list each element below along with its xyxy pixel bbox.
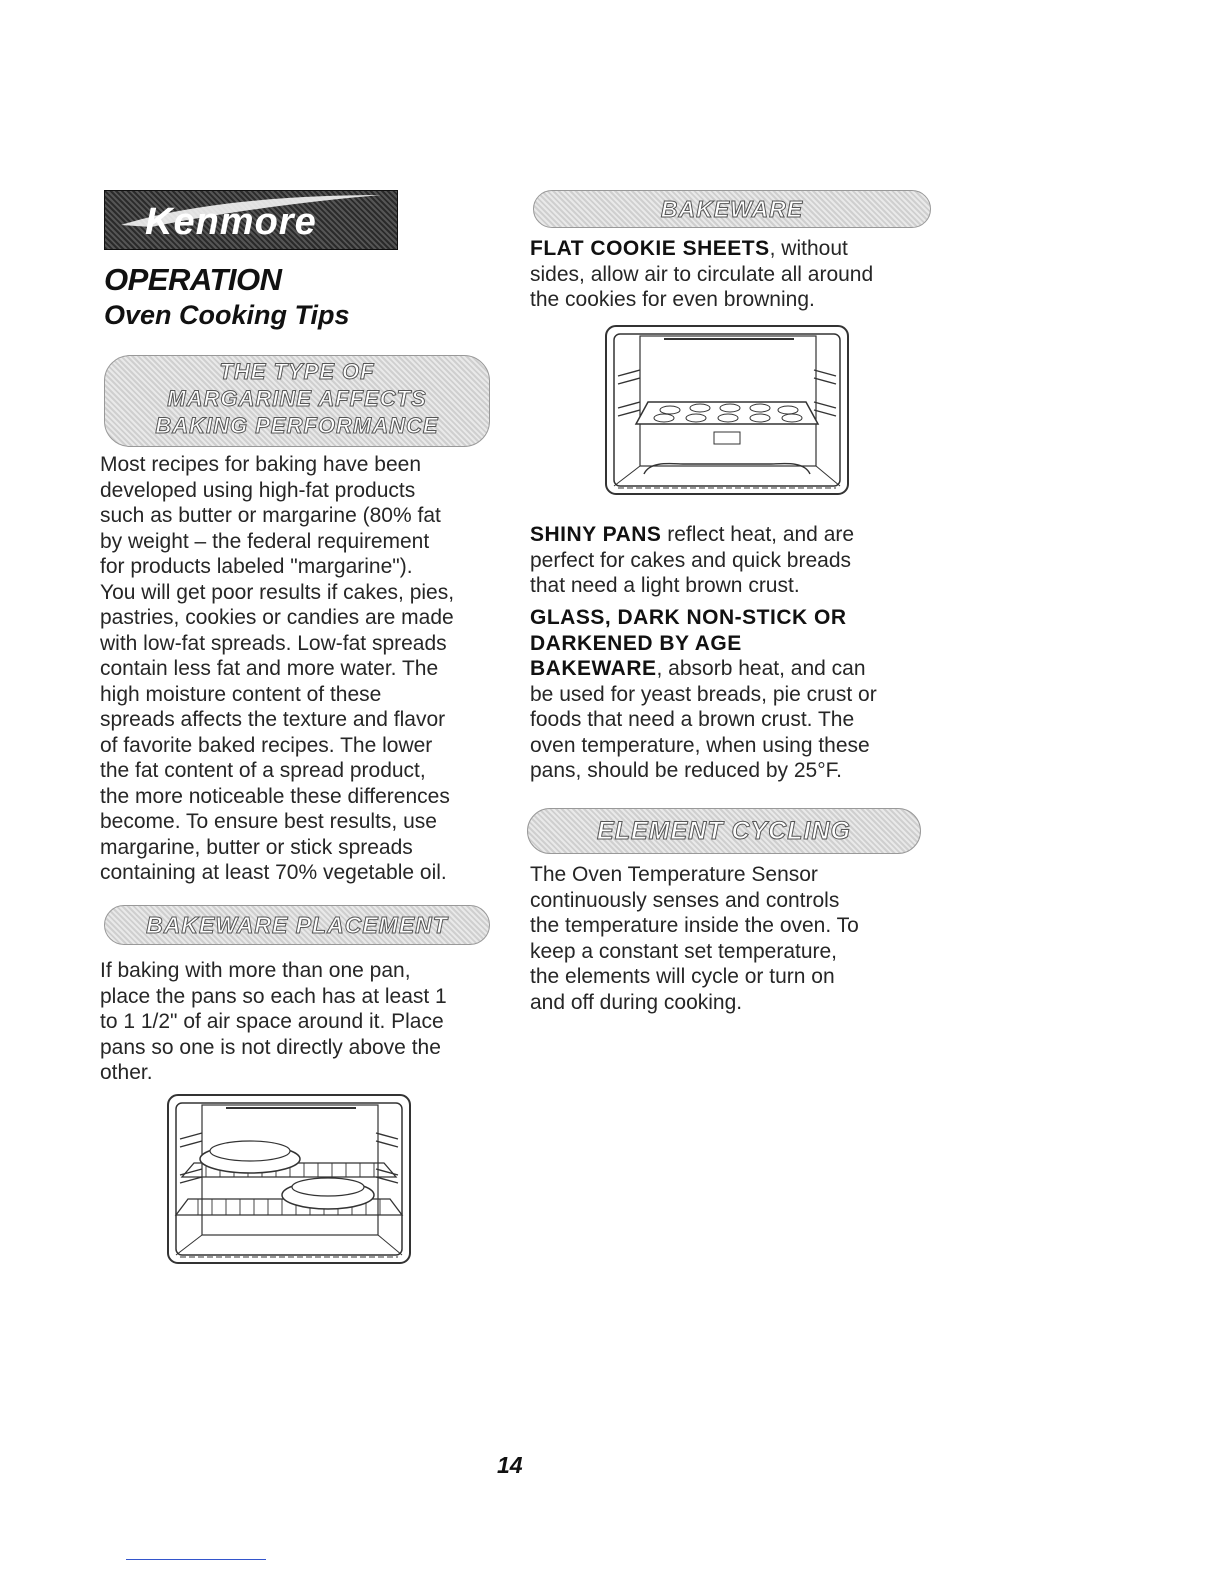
- margarine-banner-line-1: THE TYPE OF: [219, 359, 375, 384]
- text-line: and off during cooking.: [530, 990, 743, 1014]
- text-line: The Oven Temperature Sensor: [530, 863, 818, 886]
- text-line: If baking with more than one pan,: [100, 959, 411, 982]
- text-line: place the pans so each has at least 1: [100, 984, 447, 1008]
- placement-banner-label: BAKEWARE PLACEMENT: [146, 912, 448, 938]
- text-line: high moisture content of these: [100, 682, 382, 706]
- text-line: become. To ensure best results, use: [100, 810, 437, 833]
- text-line: contain less fat and more water. The: [100, 657, 439, 680]
- text-line: perfect for cakes and quick breads: [530, 548, 852, 572]
- margarine-banner-line-2: MARGARINE AFFECTS: [167, 386, 427, 411]
- shiny-pans-text: reflect heat, and are: [661, 523, 855, 546]
- element-cycling-banner-label: ELEMENT CYCLING: [597, 817, 851, 845]
- text-line: You will get poor results if cakes, pies,: [100, 580, 455, 604]
- text-line: to 1 1/2" of air space around it. Place: [100, 1010, 444, 1033]
- text-line: pastries, cookies or candies are made: [100, 606, 454, 629]
- oven-two-pans-illustration: [166, 1093, 412, 1265]
- element-cycling-banner: [527, 808, 921, 854]
- text-line: [530, 236, 950, 262]
- brand-name: Kenmore: [145, 201, 317, 243]
- text-line: developed using high-fat products: [100, 478, 416, 502]
- glass-text: , absorb heat, and can: [656, 657, 866, 680]
- text-line: continuously senses and controls: [530, 888, 840, 912]
- text-line: keep a constant set temperature,: [530, 939, 838, 963]
- text-line: pans, should be reduced by 25°F.: [530, 759, 842, 782]
- text-line: the more noticeable these differences: [100, 784, 450, 808]
- kenmore-logo: [104, 190, 398, 250]
- glass-term-line-2: DARKENED BY AGE: [530, 631, 742, 655]
- cookie-sheets-text: , without: [769, 237, 848, 260]
- footer-rule: [126, 1559, 266, 1560]
- text-line: for products labeled "margarine").: [100, 555, 413, 578]
- text-line: with low-fat spreads. Low-fat spreads: [100, 631, 447, 655]
- element-cycling-paragraph: [530, 862, 950, 1015]
- page-number: 14: [497, 1452, 523, 1478]
- margarine-banner: [104, 355, 490, 447]
- text-line: of favorite baked recipes. The lower: [100, 733, 433, 757]
- margarine-banner-line-3: BAKING PERFORMANCE: [155, 413, 439, 438]
- text-line: pans so one is not directly above the: [100, 1035, 441, 1059]
- text-line: the elements will cycle or turn on: [530, 965, 835, 988]
- glass-bakeware-paragraph: [530, 605, 950, 784]
- text-line: the temperature inside the oven. To: [530, 914, 859, 937]
- margarine-paragraph: [100, 452, 500, 886]
- oven-cookie-sheet-illustration: [604, 324, 850, 496]
- text-line: oven temperature, when using these: [530, 733, 870, 757]
- cookie-sheets-term: FLAT COOKIE SHEETS: [530, 237, 770, 260]
- text-line: by weight – the federal requirement: [100, 529, 430, 553]
- cookie-sheets-paragraph: [530, 236, 950, 313]
- text-line: containing at least 70% vegetable oil.: [100, 861, 447, 884]
- text-line: [530, 522, 950, 548]
- text-line: [530, 656, 950, 682]
- glass-term-line-3: BAKEWARE: [530, 657, 657, 680]
- text-line: sides, allow air to circulate all around: [530, 262, 874, 286]
- bakeware-banner: [533, 190, 931, 228]
- text-line: such as butter or margarine (80% fat: [100, 504, 441, 527]
- text-line: other.: [100, 1061, 153, 1084]
- text-line: foods that need a brown crust. The: [530, 708, 855, 731]
- shiny-pans-term: SHINY PANS: [530, 523, 662, 546]
- section-subtitle: Oven Cooking Tips: [104, 300, 350, 330]
- text-line: the cookies for even browning.: [530, 288, 815, 311]
- shiny-pans-paragraph: [530, 522, 950, 599]
- placement-paragraph: [100, 958, 500, 1086]
- placement-banner: [104, 905, 490, 945]
- text-line: spreads affects the texture and flavor: [100, 708, 446, 731]
- text-line: margarine, butter or stick spreads: [100, 835, 413, 859]
- glass-term-line-1: GLASS, DARK NON-STICK OR: [530, 606, 847, 629]
- text-line: the fat content of a spread product,: [100, 759, 426, 782]
- text-line: Most recipes for baking have been: [100, 453, 422, 476]
- text-line: that need a light brown crust.: [530, 574, 800, 597]
- text-line: be used for yeast breads, pie crust or: [530, 682, 877, 706]
- bakeware-banner-label: BAKEWARE: [660, 196, 804, 222]
- section-title: OPERATION: [104, 262, 282, 297]
